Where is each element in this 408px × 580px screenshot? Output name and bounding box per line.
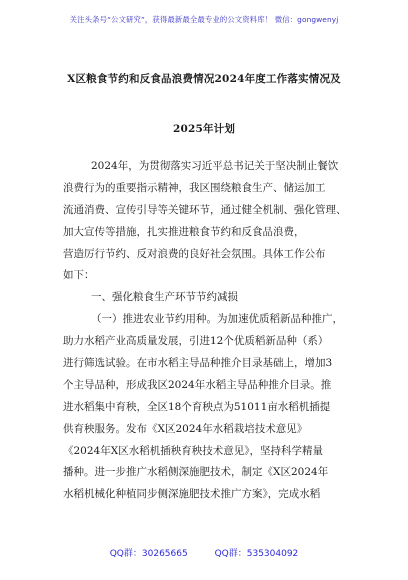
section-heading: 一、强化粮食生产环节节约减损 (91, 291, 238, 304)
document-body (63, 156, 347, 506)
body-line: 助力水稻产业高质量发展，引进12个优质稻新品种（系） (63, 335, 329, 348)
body-line: 流通消费、宣传引导等关键环节，通过健全机制、强化管理、 (63, 203, 347, 216)
body-line: （一）推进农业节约用种。为加速优质稻新品种推广， (91, 313, 343, 326)
body-line: 个主导品种，形成我区2024年水稻主导品种推介目录。推 (63, 378, 332, 391)
body-line: 播种。进一步推广水稻侧深施肥技术，制定《X区2024年 (63, 466, 329, 479)
body-line: 供育秧服务。发布《X区2024年水稻栽培技术意见》 (63, 422, 308, 435)
footer-contact (0, 546, 408, 559)
banner-promo-text: 关注头条号“公文研究”，获得最新最全最专业的公文资料库！ (69, 15, 273, 24)
banner-wechat-text: 微信：gongwenyj (274, 15, 339, 24)
footer-qq-group-1: QQ群：30265665 (109, 549, 188, 559)
body-line: 营造厉行节约、反对浪费的良好社会氛围。具体工作公布 (63, 247, 326, 260)
body-line: 进水稻集中育秧，全区18个育秧点为51011亩水稻机插提 (63, 400, 331, 413)
body-line: 2024年，为贯彻落实习近平总书记关于坚决制止餐饮 (91, 160, 339, 172)
body-line: 《2024年X区水稻机插秧育秧技术意见》，坚持科学精量 (63, 444, 323, 457)
document-title-line-2: 2025年计划 (172, 123, 236, 135)
watermark-banner (0, 14, 408, 25)
body-line: 水稻机械化种植同步侧深施肥技术推广方案》，完成水稻 (63, 488, 321, 501)
document-title-line-1: X区粮食节约和反食品浪费情况2024年度工作落实情况及 (67, 73, 341, 85)
body-line: 浪费行为的重要指示精神，我区围绕粮食生产、储运加工 (63, 181, 326, 194)
body-line: 加大宣传等措施，扎实推进粮食节约和反食品浪费， (63, 225, 305, 238)
footer-qq-group-2: QQ群：535304092 (214, 549, 299, 559)
body-line: 进行筛选试验。在市水稻主导品种推介目录基础上，增加3 (63, 357, 333, 370)
body-line: 如下： (63, 269, 95, 282)
